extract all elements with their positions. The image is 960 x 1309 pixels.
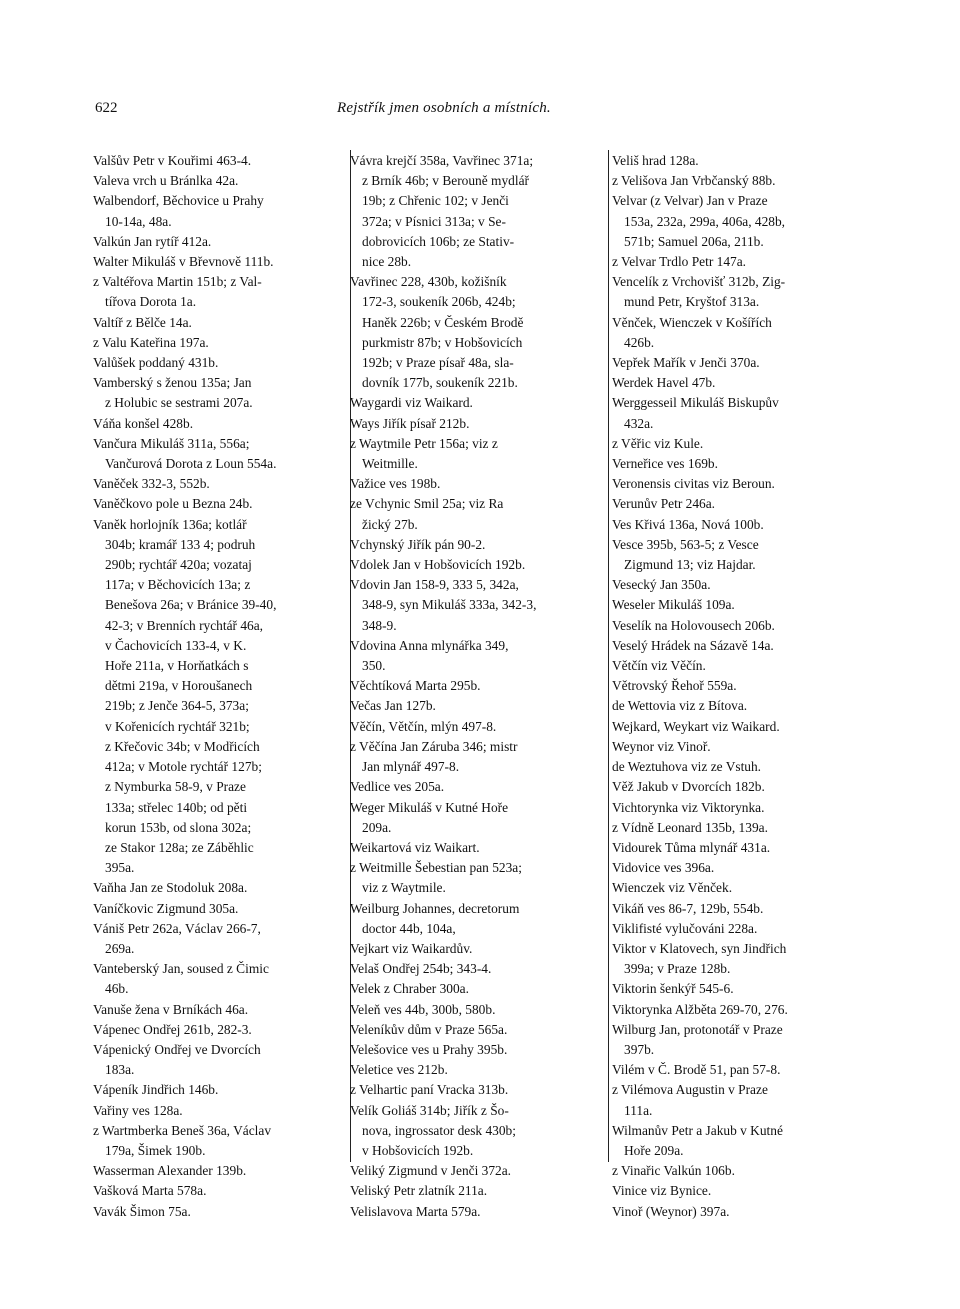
index-entry: Viktorin šenkýř 545-6. (612, 981, 734, 997)
index-entry: Vanuše žena v Brníkách 46a. (93, 1001, 249, 1017)
index-entry: Vencelík z Vrchovišť 312b, Zig- mund Petr, Kryštof 313a. (612, 274, 786, 310)
index-entry: Wejkard, Weykart viz Waikard. (612, 718, 780, 734)
index-entry: Ways Jiřík písař 212b. (350, 415, 470, 431)
index-entry: Veleň ves 44b, 300b, 580b. (350, 1001, 496, 1017)
index-entry: Veselý Hrádek na Sázavě 14a. (612, 637, 774, 653)
index-entry: Vesce 395b, 563-5; z Vesce Zigmund 13; viz Hajdar. (612, 536, 759, 573)
index-entry: z Waytmile Petr 156a; viz z Weitmille. (350, 435, 498, 472)
index-entry: Vepřek Mařík v Jenči 370a. (612, 355, 760, 371)
index-entry: z Věřic viz Kule. (612, 435, 704, 451)
index-entry: Vanteberský Jan, soused z Čimic 46b. (93, 961, 269, 997)
index-entry: Vichtorynka viz Viktorynka. (612, 799, 765, 815)
index-entry: Valkún Jan rytíř 412a. (93, 233, 212, 249)
index-entry: Vilém v Č. Brodě 51, pan 57-8. (612, 1062, 781, 1078)
index-entry: Werdek Havel 47b. (612, 375, 716, 391)
index-entry: Verunův Petr 246a. (612, 496, 716, 512)
index-entry: Vavák Šimon 75a. (93, 1203, 191, 1219)
index-entry: z Velvar Trdlo Petr 147a. (612, 254, 747, 270)
index-entry: Wasserman Alexander 139b. (93, 1163, 247, 1179)
index-entry: Valůšek poddaný 431b. (93, 355, 219, 371)
index-entry: z Valtéřova Martin 151b; z Val- tířova Dorota 1a. (93, 274, 262, 310)
index-entry: Vinice viz Bynice. (612, 1183, 712, 1199)
index-entry: Vidovice ves 396a. (612, 860, 715, 876)
index-entry: Věčín, Větčín, mlýn 497-8. (350, 718, 497, 734)
page-header (95, 100, 867, 124)
index-entry: Velek z Chraber 300a. (350, 981, 469, 997)
index-entry: Weynor viz Vinoř. (612, 738, 711, 754)
index-entry: Verneřice ves 169b. (612, 456, 718, 472)
index-entry: Wilburg Jan, protonotář v Praze 397b. (612, 1021, 783, 1057)
index-entry: Veronensis civitas viz Beroun. (612, 476, 775, 492)
index-entry: Velešovice ves u Prahy 395b. (350, 1041, 508, 1057)
running-title: Rejstřík jmen osobních a místních. (337, 100, 551, 116)
index-entry: Walter Mikuláš v Břevnově 111b. (93, 254, 274, 270)
index-entry: Vaníčkovic Zigmund 305a. (93, 900, 239, 916)
index-entry: z Velišova Jan Vrbčanský 88b. (612, 173, 776, 189)
index-entry: z Věčína Jan Záruba 346; mistr Jan mlynář 497-8. (350, 738, 518, 775)
index-entry: Vikáň ves 86-7, 129b, 554b. (612, 900, 764, 916)
index-column-2 (350, 151, 606, 1222)
index-entry: Veletice ves 212b. (350, 1062, 448, 1078)
index-entry: Valtíř z Bělče 14a. (93, 314, 192, 330)
index-entry: Velaš Ondřej 254b; 343-4. (350, 961, 492, 977)
index-entry: Vančura Mikuláš 311a, 556a; Vančurová Dorota z Loun 554a. (93, 435, 277, 472)
index-entry: Vápenec Ondřej 261b, 282-3. (93, 1021, 252, 1037)
index-entry: z Vinařic Valkún 106b. (612, 1163, 735, 1179)
index-entry: Vidourek Tůma mlynář 431a. (612, 839, 771, 855)
index-entry: Vejkart viz Waikardův. (350, 940, 473, 956)
index-entry: Veliký Zigmund v Jenči 372a. (350, 1163, 512, 1179)
index-entry: Weger Mikuláš v Kutné Hoře 209a. (350, 799, 509, 835)
index-entry: Werggesseil Mikuláš Biskupův 432a. (612, 395, 779, 431)
index-entry: Velislavova Marta 579a. (350, 1203, 481, 1219)
index-entry: z Vilémova Augustin v Praze 111a. (612, 1082, 768, 1118)
index-entry: Veselík na Holovousech 206b. (612, 617, 775, 633)
index-entry: Veliš hrad 128a. (612, 153, 699, 168)
index-entry: Weilburg Johannes, decretorum doctor 44b, 104a, (350, 900, 520, 936)
index-entry: Věchtíková Marta 295b. (350, 678, 481, 694)
index-entry: Wilmanův Petr a Jakub v Kutné Hoře 209a. (612, 1122, 783, 1158)
index-entry: Wienczek viz Věnček. (612, 880, 733, 896)
index-entry: z Weitmille Šebestian pan 523a; viz z Waytmile. (350, 860, 522, 896)
index-entry: Váňa konšel 428b. (93, 415, 194, 431)
index-entry: Vaněčkovo pole u Bezna 24b. (93, 496, 253, 512)
index-entry: z Wartmberka Beneš 36a, Václav 179a, Šimek 190b. (93, 1122, 272, 1158)
page-number: 622 (95, 100, 118, 116)
index-entry: de Wettovia viz z Bítova. (612, 698, 748, 714)
index-entry: Vinoř (Weynor) 397a. (612, 1203, 730, 1219)
index-entry: Walbendorf, Běchovice u Prahy 10-14a, 48a. (93, 193, 264, 229)
index-entry: Větrovský Řehoř 559a. (612, 678, 737, 694)
index-entry: Veliský Petr zlatník 211a. (350, 1183, 488, 1199)
index-entry: Vdolek Jan v Hobšovicích 192b. (350, 557, 526, 573)
column-divider (608, 150, 609, 1162)
index-entry: Vedlice ves 205a. (350, 779, 445, 795)
index-entry: de Weztuhova viz ze Vstuh. (612, 759, 762, 775)
index-entry: Valeva vrch u Bránlka 42a. (93, 173, 239, 189)
index-entry: Vesecký Jan 350a. (612, 577, 711, 593)
index-entry: Viktorynka Alžběta 269-70, 276. (612, 1001, 788, 1017)
index-entry: Vdovina Anna mlynářka 349, 350. (350, 637, 509, 674)
index-entry: Weseler Mikuláš 109a. (612, 597, 735, 613)
index-entry: Ves Křivá 136a, Nová 100b. (612, 516, 764, 532)
index-entry: Vaněk horlojník 136a; kotlář 304b; kramář 133 4; podruh 290b; rychtář 420a; vozataj 117a; v Běchovicích 13a; z Benešova 26a; v Bránice 39-40, 42-3; v Brenních rychtář 46a, v Čachovicích 133-4, v K. Hoře 211a, v Horňatkách s dětmi 219a, v Horoušanech 219b; z Jenče 364-5, 373a; v Kořenicích rychtář 321b; z Křečovic 34b; v Modřicích 412a; v Motole rychtář 127b; z Nymburka 58-9, v Praze 133a; střelec 140b; od pěti korun 153b, od slona 302a; ze Stakor 128a; ze Záběhlic 395a. (93, 516, 277, 876)
index-entry: Veleníkův dům v Praze 565a. (350, 1021, 508, 1037)
index-entry: Velík Goliáš 314b; Jiřík z Šo- nova, ingrossator desk 430b; v Hobšovicích 192b. (350, 1102, 516, 1158)
index-entry: Vchynský Jiřík pán 90-2. (350, 536, 486, 552)
index-entry: Vávra krejčí 358a, Vavřinec 371a; z Brník 46b; v Berouně mydlář 19b; z Chřenic 102; v Jenči 372a; v Písnici 313a; v Se- dobrovicích 106b; ze Stativ- nice 28b. (350, 153, 534, 270)
index-entry: Važice ves 198b. (350, 476, 441, 492)
index-entry: Vaněček 332-3, 552b. (93, 476, 210, 492)
index-entry: Větčín viz Věčín. (612, 658, 706, 674)
index-entry: ze Vchynic Smil 25a; viz Ra žický 27b. (350, 496, 504, 532)
index-entry: Velvar (z Velvar) Jan v Praze 153a, 232a, 299a, 406a, 428b, 571b; Samuel 206a, 211b. (612, 193, 786, 249)
index-entry: Vániš Petr 262a, Václav 266-7, 269a. (93, 920, 261, 956)
index-entry: Vaňha Jan ze Stodoluk 208a. (93, 880, 248, 896)
index-entry: Vamberský s ženou 135a; Jan z Holubic se sestrami 207a. (93, 375, 253, 411)
index-entry: Vdovin Jan 158-9, 333 5, 342a, 348-9, syn Mikuláš 333a, 342-3, 348-9. (350, 577, 537, 633)
index-entry: Vašková Marta 578a. (93, 1183, 207, 1199)
index-entry: z Velhartic paní Vracka 313b. (350, 1082, 509, 1098)
index-entry: Věnček, Wienczek v Košířích 426b. (612, 314, 772, 350)
index-entry: Věž Jakub v Dvorcích 182b. (612, 779, 765, 795)
index-entry: Valšův Petr v Kouřimi 463-4. (93, 153, 252, 168)
index-entry: z Valu Kateřina 197a. (93, 334, 209, 350)
index-entry: Vavřinec 228, 430b, kožišník 172-3, soukeník 206b, 424b; Haněk 226b; v Českém Brodě purkmistr 87b; v Hobšovicích 192b; v Praze písař 48a, sla- dovník 177b, soukeník 221b. (350, 274, 524, 391)
index-entry: Viklifisté vylučováni 228a. (612, 920, 758, 936)
index-entry: Viktor v Klatovech, syn Jindřich 399a; v Praze 128b. (612, 940, 787, 977)
index-entry: Večas Jan 127b. (350, 698, 436, 714)
index-entry: Weikartová viz Waikart. (350, 839, 480, 855)
index-entry: Waygardi viz Waikard. (350, 395, 473, 411)
index-column-1 (93, 151, 343, 1222)
index-entry: Vápenický Ondřej ve Dvorcích 183a. (93, 1041, 261, 1078)
index-entry: Vápeník Jindřich 146b. (93, 1082, 219, 1098)
index-column-3 (612, 151, 873, 1222)
index-entry: z Vídně Leonard 135b, 139a. (612, 819, 768, 835)
index-entry: Vařiny ves 128a. (93, 1102, 183, 1118)
